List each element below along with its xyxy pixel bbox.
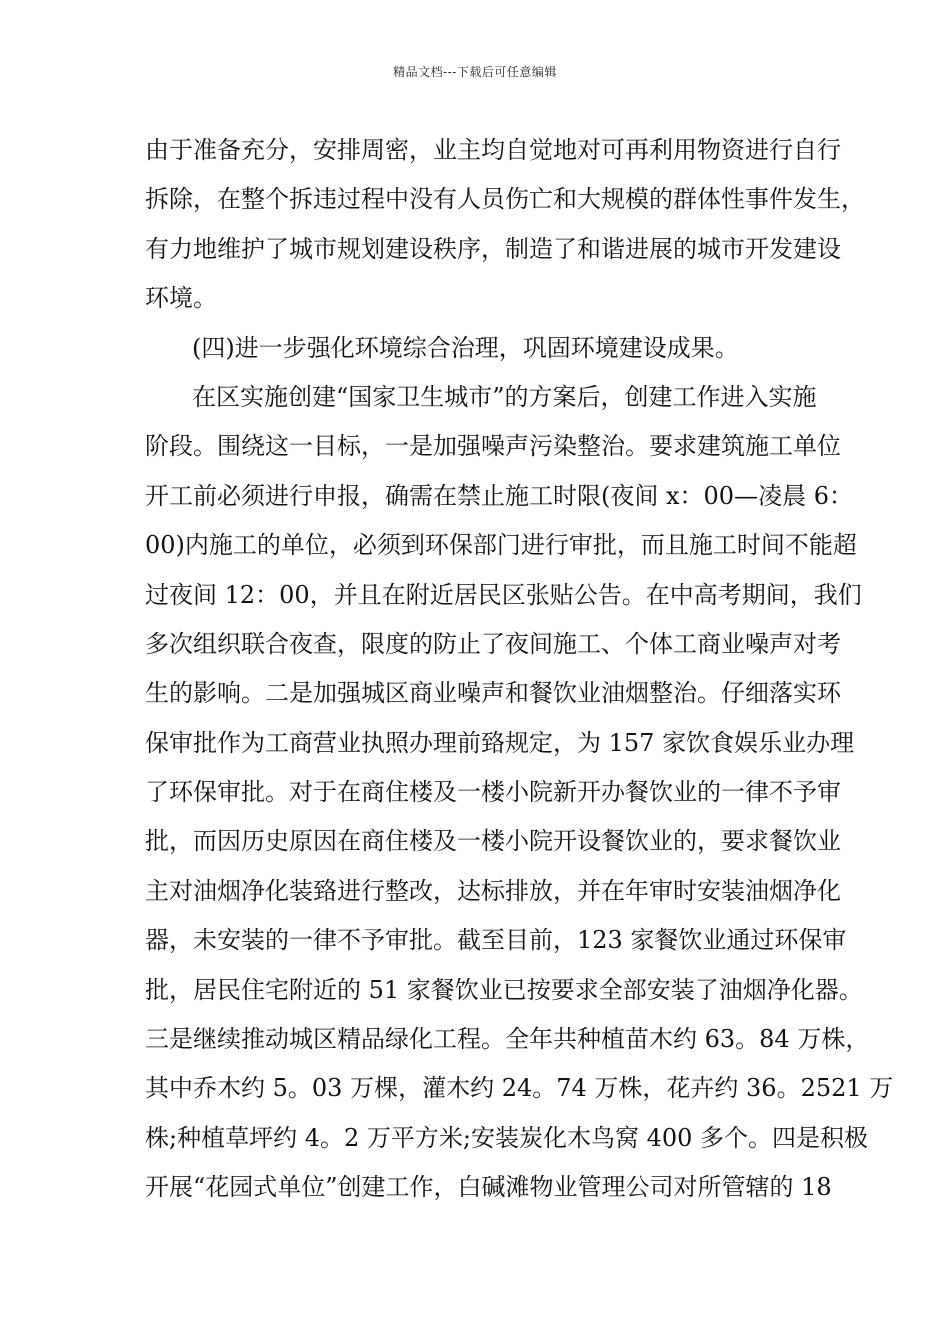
paragraph-line: 保审批作为工商营业执照办理前臵规定，为 157 家饮食娱乐业办理 — [145, 728, 855, 757]
paragraph-line: 阶段。围绕这一目标，一是加强噪声污染整治。要求建筑施工单位 — [145, 432, 841, 461]
paragraph-line: 过夜间 12：00，并且在附近居民区张贴公告。在中高考期间，我们 — [145, 580, 862, 609]
paragraph-line: 拆除，在整个拆违过程中没有人员伤亡和大规模的群体性事件发生， — [145, 185, 865, 214]
paragraph-line: 主对油烟净化装臵进行整改，达标排放，并在年审时安装油烟净化 — [145, 876, 841, 905]
paragraph-line: 有力地维护了城市规划建设秩序，制造了和谐进展的城市开发建设 — [145, 234, 841, 263]
paragraph-line: 开展“花园式单位”创建工作，白碱滩物业管理公司对所管辖的 18 — [145, 1173, 832, 1202]
paragraph-line: 环境。 — [145, 284, 217, 313]
paragraph-line: 由于准备充分，安排周密，业主均自觉地对可再利用物资进行自行 — [145, 136, 841, 164]
section-heading: (四)进一步强化环境综合治理，巩固环境建设成果。 — [192, 333, 739, 362]
paragraph-line: 生的影响。二是加强城区商业噪声和餐饮业油烟整治。仔细落实环 — [145, 679, 841, 708]
page-header: 精品文档---下载后可任意编辑 — [393, 65, 557, 79]
paragraph-line: 00)内施工的单位，必须到环保部门进行审批，而且施工时间不能超 — [145, 531, 857, 560]
paragraph-line: 三是继续推动城区精品绿化工程。全年共种植苗木约 63。84 万株， — [145, 1025, 870, 1054]
paragraph-line: 多次组织联合夜查，限度的防止了夜间施工、个体工商业噪声对考 — [145, 629, 841, 658]
document-body — [145, 126, 894, 1213]
paragraph-line: 批，而因历史原因在商住楼及一楼小院开设餐饮业的，要求餐饮业 — [145, 827, 841, 856]
paragraph-line: 器，未安装的一律不予审批。截至目前，123 家餐饮业通过环保审 — [145, 926, 847, 955]
paragraph-line: 批，居民住宅附近的 51 家餐饮业已按要求全部安装了油烟净化器。 — [145, 975, 863, 1004]
paragraph-line: 开工前必须进行申报，确需在禁止施工时限(夜间 x：00—凌晨 6： — [145, 481, 853, 510]
paragraph-line: 株;种植草坪约 4。2 万平方米;安装炭化木鸟窝 400 多个。四是积极 — [145, 1123, 869, 1152]
paragraph-line: 了环保审批。对于在商住楼及一楼小院新开办餐饮业的一律不予审 — [145, 778, 841, 807]
paragraph-line: 其中乔木约 5。03 万棵，灌木约 24。74 万株，花卉约 36。2521 万 — [145, 1074, 894, 1103]
paragraph-first-line: 在区实施创建“国家卫生城市”的方案后，创建工作进入实施 — [192, 382, 817, 411]
